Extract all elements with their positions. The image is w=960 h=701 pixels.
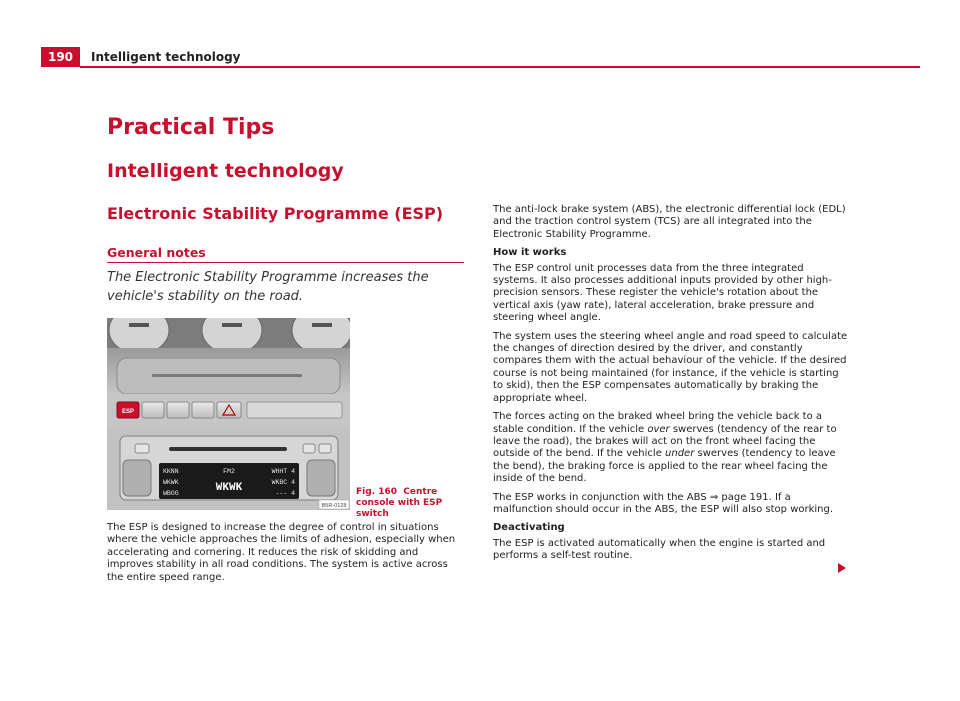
radio-frequency: WKWK: [215, 482, 243, 494]
preset-right: WKBC 4: [271, 479, 295, 486]
figure-code: B5R-0128: [321, 503, 347, 509]
console-button: [142, 402, 164, 418]
preset-left: KKNN: [163, 468, 179, 475]
paragraph: The anti-lock brake system (ABS), the electronic differential lock (EDL) and the traction control system (TCS) are all integrated into the Electronic Stability Programme.: [493, 204, 846, 240]
text-run: The ESP works in conjunction with the ABS: [493, 491, 710, 503]
emphasis: over: [647, 423, 670, 435]
console-button: [192, 402, 214, 418]
paragraph: The ESP is activated automatically when the engine is started and performs a self-test routine.: [493, 537, 826, 562]
left-body-text: The ESP is designed to increase the degree of control in situations where the vehicle approaches the limits of adhesion, especially when accelerating and cornering. It reduces the risk of skidding and improves stability in all road conditions. The system is active across the entire speed range.: [107, 522, 456, 583]
topic-title: General notes: [107, 245, 206, 260]
emphasis: under: [665, 448, 695, 460]
preset-left: WBOG: [163, 490, 179, 497]
header-rule: [80, 66, 920, 68]
preset-left: WKWK: [163, 479, 179, 486]
text-run: swerves (tendency to leave the bend), the braking force is applied to the rear wheel facing the inside of the bend.: [493, 448, 836, 485]
esp-button-label: ESP: [121, 409, 135, 415]
figure-caption-text: Centre console with ESP switch: [356, 487, 443, 519]
paragraph: [493, 492, 850, 517]
cd-slot: [169, 447, 287, 451]
subsection-title: Electronic Stability Programme (ESP): [107, 204, 444, 223]
right-column: [493, 204, 850, 569]
radio-knob-left: [123, 460, 151, 496]
continue-arrow-icon: [838, 563, 846, 573]
preset-right: --- 4: [275, 490, 295, 497]
section-title: Intelligent technology: [107, 160, 344, 182]
subheading-deactivating: Deactivating: [493, 522, 565, 534]
chapter-title: Practical Tips: [107, 115, 275, 140]
paragraph: The system uses the steering wheel angle and road speed to calculate the changes of direction desired by the driver, and constantly compares them with the actual behaviour of the vehicle. If the desired course is not being maintained (for instance, if the vehicle is starting to skid), then the ESP compensates automatically by braking the appropriate wheel.: [493, 330, 848, 404]
text-run: swerves (tendency of the rear to leave the road), the brakes will act on the front wheel facing the outside of the bend. If the vehicle: [493, 423, 837, 460]
topic-rule: [107, 262, 464, 263]
centre-console-figure: [107, 318, 350, 510]
preset-right: WHHT 4: [271, 468, 295, 475]
radio-band: FM2: [223, 468, 235, 475]
text-run: . If a malfunction should occur in the ABS, the ESP will also stop working.: [493, 491, 834, 515]
running-header: Intelligent technology: [91, 50, 241, 64]
subheading-how-it-works: How it works: [493, 247, 567, 259]
paragraph: [493, 411, 850, 485]
intro-text: The Electronic Stability Programme increases the vehicle's stability on the road.: [107, 270, 429, 304]
text-run: The forces acting on the braked wheel bring the vehicle back to a stable condition. If the vehicle: [493, 411, 823, 435]
radio-knob-right: [307, 460, 335, 496]
console-button: [167, 402, 189, 418]
page-number: 190: [41, 47, 80, 67]
figure-label: Fig. 160: [356, 487, 398, 497]
page-reference-link[interactable]: ⇒ page 191: [709, 491, 769, 503]
paragraph: The ESP control unit processes data from the three integrated systems. It also processes additional inputs provided by other high-precision sensors. These register the vehicle's rotation about the vertical axis (yaw rate), lateral acceleration, brake pressure and steering wheel angle.: [493, 262, 832, 324]
figure-caption: [356, 487, 468, 520]
